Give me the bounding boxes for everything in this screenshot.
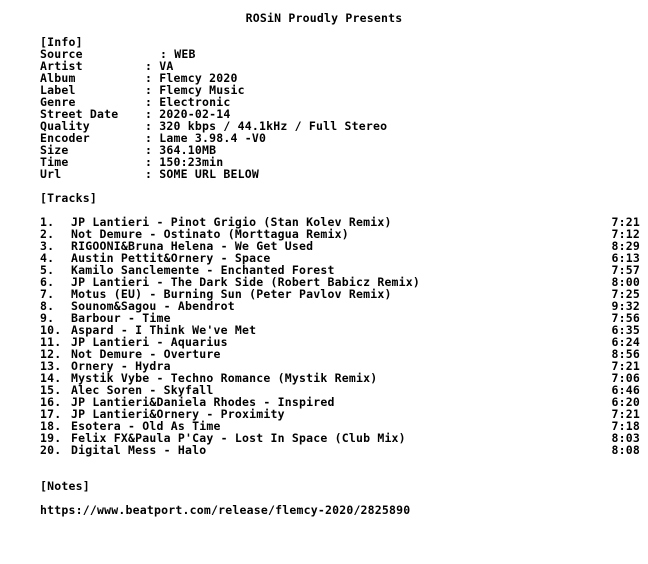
- track-number: 14.: [40, 371, 62, 385]
- info-value-album: : Flemcy 2020: [145, 71, 238, 85]
- info-label-source: Source: [40, 47, 83, 61]
- track-number: 15.: [40, 383, 62, 397]
- track-title: Mystik Vybe - Techno Romance (Mystik Remix): [71, 371, 378, 385]
- track-title: Motus (EU) - Burning Sun (Peter Pavlov Remix): [71, 287, 392, 301]
- track-duration: 8:29: [611, 239, 640, 253]
- track-number: 10.: [40, 323, 62, 337]
- track-number: 2.: [40, 227, 55, 241]
- track-title: Alec Soren - Skyfall: [71, 383, 214, 397]
- track-title: Kamilo Sanclemente - Enchanted Forest: [71, 263, 335, 277]
- info-label-label: Label: [40, 83, 76, 97]
- track-title: JP Lantieri - Pinot Grigio (Stan Kolev Remix): [71, 215, 392, 229]
- track-duration: 7:06: [611, 371, 640, 385]
- info-heading: [Info]: [40, 35, 83, 49]
- track-title: JP Lantieri - The Dark Side (Robert Babicz Remix): [71, 275, 421, 289]
- info-label-artist: Artist: [40, 59, 83, 73]
- track-duration: 8:56: [611, 347, 640, 361]
- info-value-label: : Flemcy Music: [145, 83, 245, 97]
- info-label-size: Size: [40, 143, 69, 157]
- notes-heading: [Notes]: [40, 479, 90, 493]
- track-duration: 7:57: [611, 263, 640, 277]
- info-label-street-date: Street Date: [40, 107, 119, 121]
- info-label-genre: Genre: [40, 95, 76, 109]
- info-value-genre: : Electronic: [145, 95, 231, 109]
- track-duration: 6:46: [611, 383, 640, 397]
- info-value-source: : WEB: [160, 47, 196, 61]
- track-title: Digital Mess - Halo: [71, 443, 207, 457]
- track-number: 19.: [40, 431, 62, 445]
- info-label-album: Album: [40, 71, 76, 85]
- track-title: JP Lantieri&Ornery - Proximity: [71, 407, 285, 421]
- track-duration: 7:21: [611, 215, 640, 229]
- track-title: Felix FX&Paula P'Cay - Lost In Space (Club Mix): [71, 431, 406, 445]
- track-duration: 7:25: [611, 287, 640, 301]
- track-duration: 7:21: [611, 359, 640, 373]
- track-title: Austin Pettit&Ornery - Space: [71, 251, 271, 265]
- track-duration: 7:56: [611, 311, 640, 325]
- track-duration: 7:21: [611, 407, 640, 421]
- info-value-quality: : 320 kbps / 44.1kHz / Full Stereo: [145, 119, 388, 133]
- track-title: Sounom&Sagou - Abendrot: [71, 299, 235, 313]
- track-number: 17.: [40, 407, 62, 421]
- track-title: JP Lantieri - Aquarius: [71, 335, 228, 349]
- info-label-quality: Quality: [40, 119, 90, 133]
- track-title: Aspard - I Think We've Met: [71, 323, 257, 337]
- info-value-street-date: : 2020-02-14: [145, 107, 231, 121]
- track-duration: 6:24: [611, 335, 640, 349]
- track-duration: 6:20: [611, 395, 640, 409]
- track-number: 11.: [40, 335, 62, 349]
- track-title: Esotera - Old As Time: [71, 419, 221, 433]
- info-value-time: : 150:23min: [145, 155, 224, 169]
- track-title: RIGOONI&Bruna Helena - We Get Used: [71, 239, 314, 253]
- track-duration: 8:00: [611, 275, 640, 289]
- track-number: 9.: [40, 311, 55, 325]
- page-title: ROSiN Proudly Presents: [245, 11, 403, 25]
- track-duration: 6:13: [611, 251, 640, 265]
- track-number: 1.: [40, 215, 55, 229]
- track-number: 20.: [40, 443, 62, 457]
- notes-url: https://www.beatport.com/release/flemcy-2020/2825890: [40, 503, 411, 517]
- track-number: 7.: [40, 287, 55, 301]
- track-duration: 8:08: [611, 443, 640, 457]
- info-label-time: Time: [40, 155, 69, 169]
- track-number: 18.: [40, 419, 62, 433]
- track-title: Barbour - Time: [71, 311, 171, 325]
- track-number: 6.: [40, 275, 55, 289]
- track-duration: 9:32: [611, 299, 640, 313]
- track-duration: 6:35: [611, 323, 640, 337]
- track-title: Not Demure - Ostinato (Morttagua Remix): [71, 227, 349, 241]
- info-value-size: : 364.10MB: [145, 143, 217, 157]
- track-number: 8.: [40, 299, 55, 313]
- track-number: 12.: [40, 347, 62, 361]
- track-number: 16.: [40, 395, 62, 409]
- info-value-encoder: : Lame 3.98.4 -V0: [145, 131, 267, 145]
- track-duration: 7:12: [611, 227, 640, 241]
- info-value-url: : SOME URL BELOW: [145, 167, 259, 181]
- track-number: 3.: [40, 239, 55, 253]
- track-title: Ornery - Hydra: [71, 359, 171, 373]
- info-label-url: Url: [40, 167, 62, 181]
- track-title: Not Demure - Overture: [71, 347, 221, 361]
- track-number: 5.: [40, 263, 55, 277]
- track-title: JP Lantieri&Daniela Rhodes - Inspired: [71, 395, 335, 409]
- info-label-encoder: Encoder: [40, 131, 90, 145]
- track-duration: 8:03: [611, 431, 640, 445]
- tracks-heading: [Tracks]: [40, 191, 97, 205]
- track-number: 4.: [40, 251, 55, 265]
- track-duration: 7:18: [611, 419, 640, 433]
- info-value-artist: : VA: [145, 59, 174, 73]
- track-number: 13.: [40, 359, 62, 373]
